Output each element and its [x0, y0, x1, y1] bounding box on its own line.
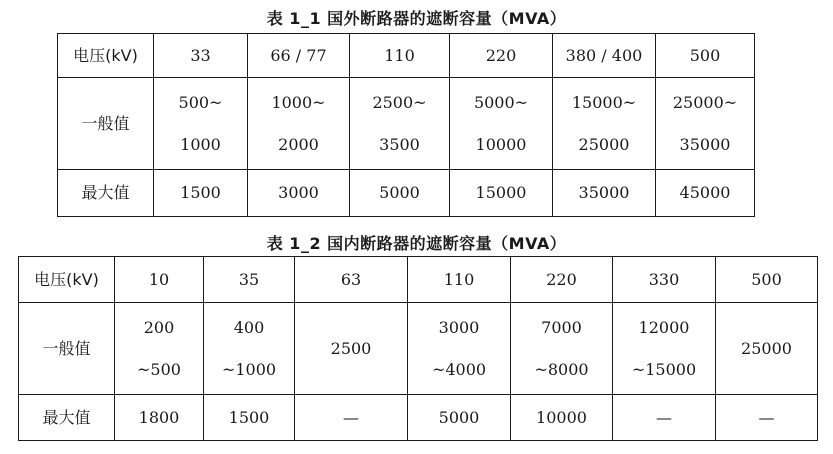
range-high: ~4000: [431, 359, 487, 379]
general-value-label: 一般值: [19, 303, 115, 395]
max-value: 15000: [450, 170, 553, 217]
voltage-value: 10: [115, 257, 204, 303]
table2-header-row: [19, 257, 818, 303]
general-single-cell: 25000: [716, 303, 818, 395]
voltage-value: 220: [511, 257, 613, 303]
voltage-value: 380 / 400: [553, 34, 656, 78]
voltage-value: 110: [350, 34, 450, 78]
table2-caption: 表 1_2 国内断路器的遮断容量（MVA）: [266, 234, 567, 253]
range-high: 10000: [475, 134, 527, 154]
max-value: 1800: [115, 395, 204, 441]
range-high: 1000: [180, 134, 221, 154]
voltage-value: 500: [716, 257, 818, 303]
general-range-cell: [408, 303, 511, 395]
general-range-cell: [553, 78, 656, 170]
table2-max-row: [19, 395, 818, 441]
range-high: 3500: [379, 134, 420, 154]
domestic-breaker-table: [18, 256, 818, 441]
general-range-cell: [613, 303, 716, 395]
max-value-label: 最大值: [19, 395, 115, 441]
voltage-value: 330: [613, 257, 716, 303]
range-high: 25000: [578, 134, 630, 154]
voltage-value: 63: [295, 257, 408, 303]
max-value: —: [716, 395, 818, 441]
general-range-cell: [450, 78, 553, 170]
max-value: 1500: [154, 170, 248, 217]
table1-header-row: [58, 34, 755, 78]
range-low: 12000: [638, 317, 690, 337]
range-low: 2500~: [372, 92, 427, 112]
general-value-label: 一般值: [58, 78, 154, 170]
range-low: 1000~: [271, 92, 326, 112]
table1-general-row: [58, 78, 755, 170]
range-low: 400: [233, 317, 265, 337]
voltage-value: 110: [408, 257, 511, 303]
general-range-cell: [115, 303, 204, 395]
general-single-cell: 2500: [295, 303, 408, 395]
general-range-cell: [511, 303, 613, 395]
table2-general-row: [19, 303, 818, 395]
max-value: —: [613, 395, 716, 441]
max-value: 1500: [204, 395, 295, 441]
range-high: ~15000: [631, 359, 697, 379]
max-value: 10000: [511, 395, 613, 441]
range-high: ~500: [137, 359, 181, 379]
range-low: 25000~: [672, 92, 738, 112]
max-value: 35000: [553, 170, 656, 217]
max-value: 5000: [408, 395, 511, 441]
voltage-header: 电压(kV): [58, 34, 154, 78]
range-low: 200: [143, 317, 175, 337]
foreign-breaker-table: [57, 33, 755, 217]
general-range-cell: [154, 78, 248, 170]
range-low: 3000: [438, 317, 480, 337]
voltage-value: 220: [450, 34, 553, 78]
voltage-value: 33: [154, 34, 248, 78]
range-high: ~8000: [534, 359, 589, 379]
general-range-cell: [204, 303, 295, 395]
voltage-value: 35: [204, 257, 295, 303]
max-value: 3000: [248, 170, 350, 217]
range-low: 7000: [541, 317, 582, 337]
range-low: 15000~: [571, 92, 637, 112]
range-high: 2000: [278, 134, 319, 154]
range-high: ~1000: [221, 359, 277, 379]
range-low: 5000~: [473, 92, 529, 112]
general-range-cell: [350, 78, 450, 170]
table1-caption: 表 1_1 国外断路器的遮断容量（MVA）: [266, 9, 567, 28]
voltage-value: 500: [656, 34, 755, 78]
voltage-header: 电压(kV): [19, 257, 115, 303]
max-value: —: [295, 395, 408, 441]
voltage-value: 66 / 77: [248, 34, 350, 78]
range-low: 500~: [178, 92, 223, 112]
table1-max-row: [58, 170, 755, 217]
max-value-label: 最大值: [58, 170, 154, 217]
max-value: 45000: [656, 170, 755, 217]
max-value: 5000: [350, 170, 450, 217]
general-range-cell: [656, 78, 755, 170]
general-range-cell: [248, 78, 350, 170]
range-high: 35000: [679, 134, 731, 154]
